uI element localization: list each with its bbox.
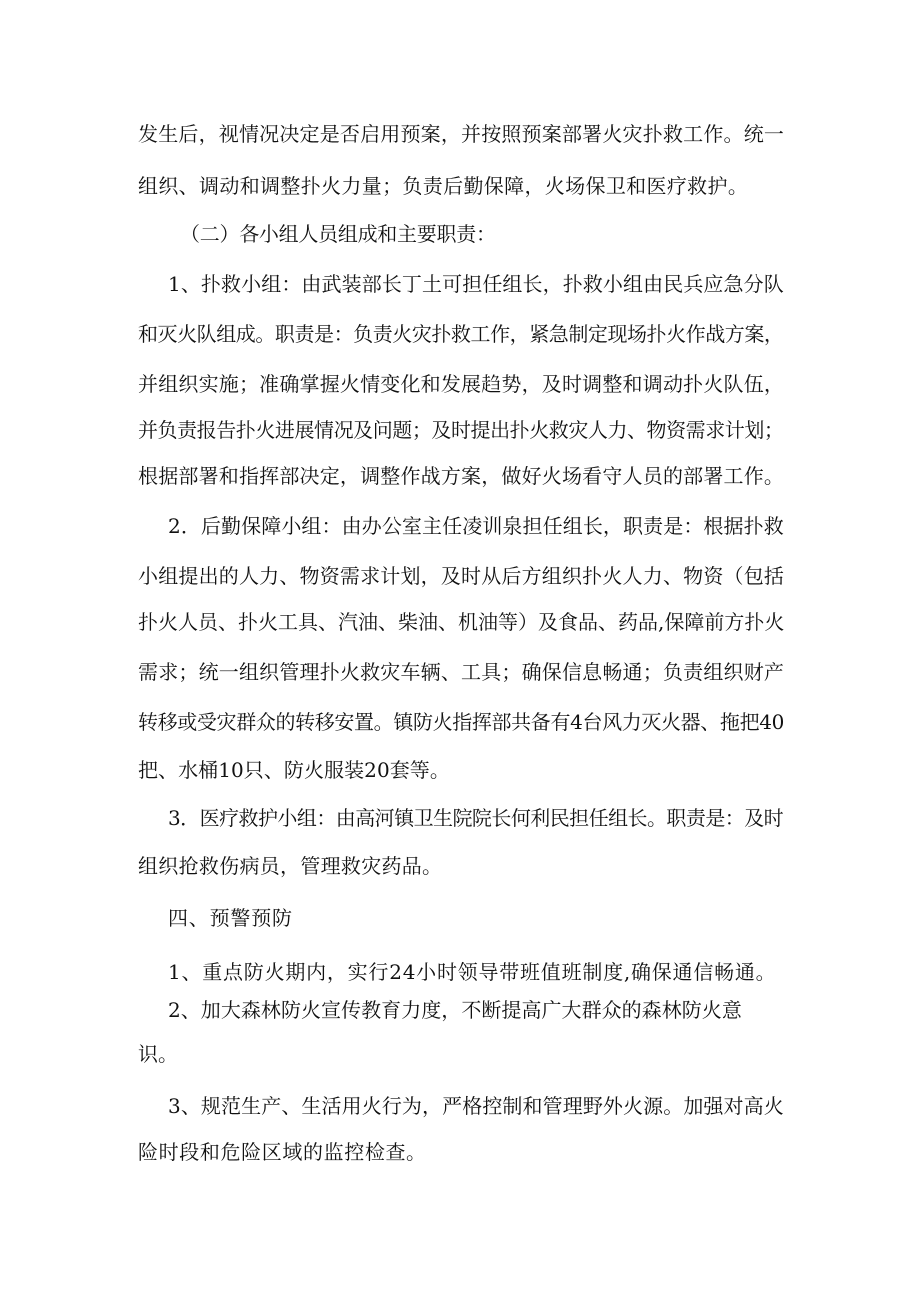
text-line: 和灭火队组成。职责是：负责火灾扑救工作，紧急制定现场扑火作战方案， [138,322,784,346]
text-line: 3、规范生产、生活用火行为，严格控制和管理野外火源。加强对高火 [168,1094,784,1118]
text-line: （二）各小组人员组成和主要职责： [180,222,496,246]
text-line: 扑火人员、扑火工具、汽油、柴油、机油等）及食品、药品,保障前方扑火 [138,610,785,634]
text-line: 3．医疗救护小组：由高河镇卫生院院长何利民担任组长。职责是：及时 [168,806,784,830]
text-line: 组织抢救伤病员，管理救灾药品。 [138,854,443,878]
text-line: 1、扑救小组：由武装部长丁土可担任组长，扑救小组由民兵应急分队 [168,272,784,296]
text-line: 并负责报告扑火进展情况及问题；及时提出扑火救灾人力、物资需求计划； [138,418,784,442]
text-line: 1、重点防火期内，实行24小时领导带班值班制度,确保通信畅通。 [168,960,777,984]
text-line: 并组织实施；准确掌握火情变化和发展趋势，及时调整和调动扑火队伍， [138,372,785,396]
text-line: 险时段和危险区域的监控检查。 [138,1140,427,1164]
text-line: 根据部署和指挥部决定，调整作战方案，做好火场看守人员的部署工作。 [138,464,785,488]
text-line: 四、预警预防 [168,906,293,930]
text-line: 2．后勤保障小组：由办公室主任凌训泉担任组长，职责是：根据扑救 [168,514,784,538]
text-line: 转移或受灾群众的转移安置。镇防火指挥部共备有4台风力灭火器、拖把40 [138,710,784,734]
text-line: 小组提出的人力、物资需求计划，及时从后方组织扑火人力、物资（包括 [138,564,785,588]
text-line: 识。 [138,1042,178,1066]
text-line: 需求；统一组织管理扑火救灾车辆、工具；确保信息畅通；负责组织财产 [138,660,785,684]
text-line: 发生后，视情况决定是否启用预案，并按照预案部署火灾扑救工作。统一 [138,122,785,146]
text-line: 把、水桶10只、防火服装20套等。 [138,758,450,782]
text-line: 组织、调动和调整扑火力量；负责后勤保障，火场保卫和医疗救护。 [138,174,749,198]
text-line: 2、加大森林防火宣传教育力度，不断提高广大群众的森林防火意 [168,998,742,1022]
